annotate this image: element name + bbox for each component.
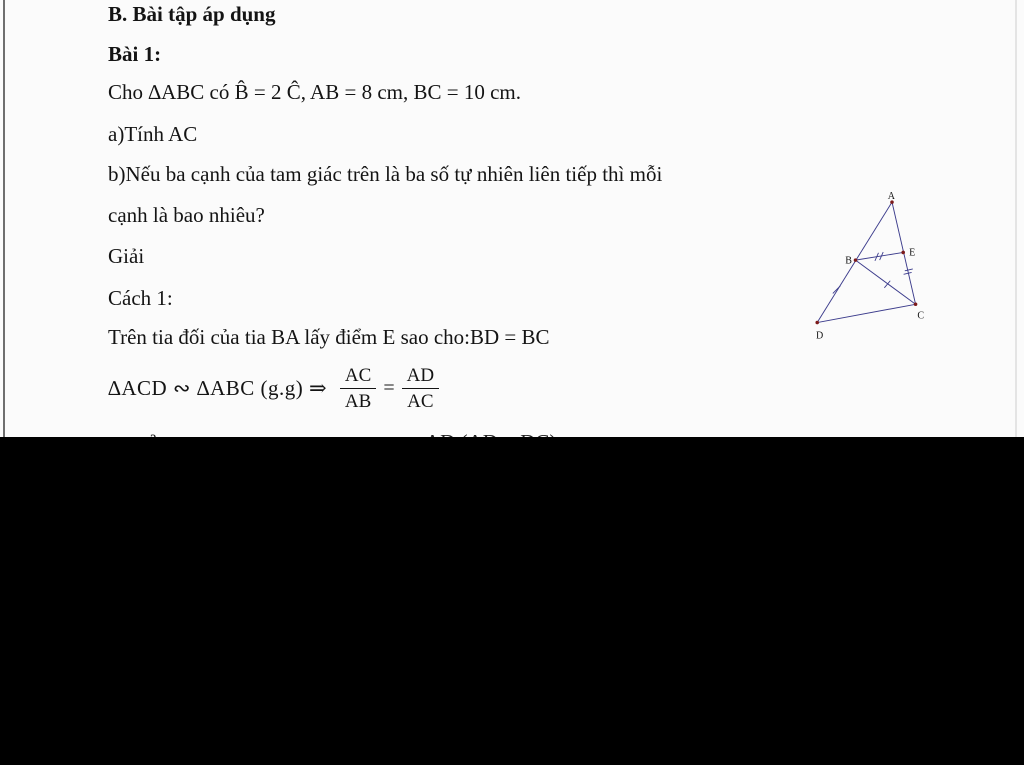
geometry-figure xyxy=(740,180,1024,438)
vertex-label-A: A xyxy=(887,190,896,202)
vertex-dot-E xyxy=(901,251,905,255)
construction-statement: Trên tia đối của tia BA lấy điểm E sao cho:BD = BC xyxy=(108,325,550,349)
edge-DC xyxy=(817,304,915,322)
exercise-label: Bài 1: xyxy=(108,42,162,66)
fraction-ad-ac xyxy=(402,366,439,411)
tick-mark xyxy=(833,286,841,294)
vertex-dot-B xyxy=(854,258,858,262)
edge-BE xyxy=(855,252,903,260)
fraction-ac-ab xyxy=(340,366,376,411)
solution-label: Giải xyxy=(108,244,145,268)
part-a-question: a)Tính AC xyxy=(108,122,198,146)
fraction-numerator: AD xyxy=(406,365,435,386)
fraction-denominator: AC xyxy=(402,388,439,411)
page-left-border xyxy=(3,0,5,437)
tick-mark xyxy=(905,269,913,271)
vertex-label-E: E xyxy=(909,247,916,259)
vertex-dot-C xyxy=(914,303,918,307)
fraction-denominator: AB xyxy=(340,388,376,411)
black-redaction-band xyxy=(0,437,1024,765)
part-b-question-line2: cạnh là bao nhiêu? xyxy=(108,203,265,227)
similarity-equation xyxy=(108,366,446,411)
vertex-dot-D xyxy=(815,321,819,325)
geometry-diagram xyxy=(740,180,1024,438)
tick-mark xyxy=(904,272,912,274)
vertex-label-B: B xyxy=(845,255,852,267)
given-statement: Cho ∆ABC có B̂ = 2 Ĉ, AB = 8 cm, BC = 10 cm. xyxy=(108,80,521,104)
part-b-question-line1: b)Nếu ba cạnh của tam giác trên là ba số tự nhiên liên tiếp thì mỗi xyxy=(108,162,663,186)
equals-sign: = xyxy=(383,377,395,399)
method-label: Cách 1: xyxy=(108,286,173,310)
fraction-numerator: AC xyxy=(344,365,372,386)
clipped-text-fragment xyxy=(425,430,556,437)
section-heading: B. Bài tập áp dụng xyxy=(108,2,276,26)
vertex-label-C: C xyxy=(917,310,925,322)
edge-AD xyxy=(817,202,892,322)
clipped-text-fragment xyxy=(150,430,156,437)
similarity-prefix: ∆ACD ∾ ∆ABC (g.g) ⇒ xyxy=(108,376,333,400)
vertex-label-D: D xyxy=(816,330,824,342)
